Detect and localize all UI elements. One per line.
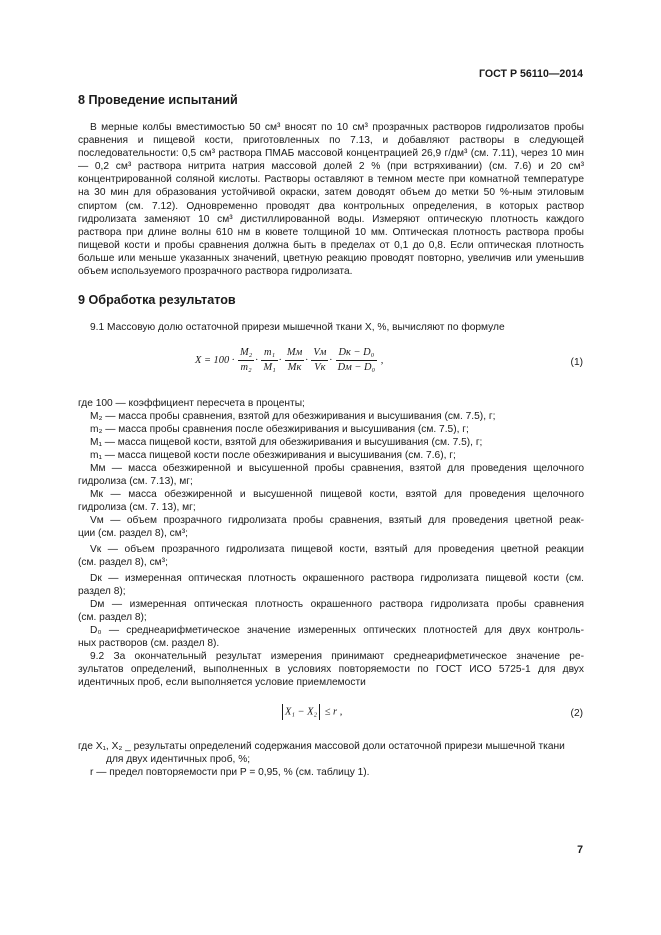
where-vk-1: Vк — объем прозрачного гидролизата пищевой кости, взятый для проведения цветной реакции bbox=[90, 544, 584, 555]
where-dm-1: Dм — измеренная оптическая плотность окрашенного раствора гидролизата пробы сравнения bbox=[90, 599, 584, 610]
where-dk-2: раздел 8); bbox=[78, 586, 126, 597]
equation-1-number: (1) bbox=[570, 357, 583, 368]
formula-2-expr: X₁ − X₂ bbox=[285, 706, 318, 718]
fraction-4-den: Vк bbox=[314, 362, 326, 373]
fraction-1-num: M₂ bbox=[238, 346, 254, 361]
formula-1-lhs: X = 100 · bbox=[195, 354, 235, 366]
where-dk-1: Dк — измеренная оптическая плотность окрашенного раствора гидролизата пищевой кости (см. bbox=[90, 573, 584, 584]
fraction-3-num: Mм bbox=[285, 346, 304, 361]
where-dm-2: (см. раздел 8); bbox=[78, 612, 147, 623]
fraction-2-den: M₁ bbox=[263, 362, 276, 373]
fraction-4-num: Vм bbox=[311, 346, 328, 361]
fraction-1 bbox=[238, 346, 254, 375]
formula-2 bbox=[280, 704, 342, 720]
formula-2-tail: ≤ r , bbox=[324, 706, 343, 718]
where-vk-2: (см. раздел 8), см³; bbox=[78, 557, 168, 568]
abs-bar-left bbox=[282, 704, 283, 720]
where-line-2: M₂ — масса пробы сравнения, взятой для обезжиривания и высушивания (см. 7.5), г; bbox=[90, 411, 496, 422]
where-d0-1: D₀ — среднеарифметическое значение измеренных оптических плотностей для двух контроль- bbox=[90, 625, 584, 636]
fraction-5 bbox=[336, 346, 377, 375]
where-d0-2: ных растворов (см. раздел 8). bbox=[78, 638, 220, 649]
fraction-5-num: Dк − D₀ bbox=[336, 346, 377, 361]
where-line-5: m₁ — масса пищевой кости после обезжиривания и высушивания (см. 7.6), г; bbox=[90, 450, 456, 461]
section-8-paragraph: В мерные колбы вместимостью 50 см³ вносят по 10 см³ прозрачных растворов гидролизатов пробы сравнения и пищевой кости, приготовленных по 7.13, и добавляют растворы в следующей последовательности: 0,5 см³ раствора ПМАБ массовой концентрацией 26,9 г/дм³ (см. 7.11), через 10 мин — 0,2 см³ раствора нитрита натрия массовой долей 2 % (при встряхивании) (см. 7.6) и 20 см³ концентрированной соляной кислоты. Растворы оставляют в темном месте при комнатной температуре на 30 мин для образования устойчивой окраски, затем доводят объем до метки 50 %-ным этиловым спиртом (см. 7.12). Одновременно проводят два контрольных определения, в которых раствор гидролизата заменяют 10 см³ дистиллированной воды. Измеряют оптическую плотность каждого раствора при длине волны 610 нм в кювете толщиной 10 мм. Оптическая плотность раствора пробы пищевой кости и пробы сравнения должна быть в пределах от 0,1 до 0,8. Если оптическая плотность больше или меньше указанных значений, цветную реакцию проводят повторно, увеличив или уменьшив объем используемого прозрачного раствора гидролизата. bbox=[78, 122, 584, 278]
document-code: ГОСТ Р 56110—2014 bbox=[479, 68, 583, 80]
fraction-3 bbox=[285, 346, 304, 375]
page-number: 7 bbox=[577, 843, 583, 856]
where-line-3: m₂ — масса пробы сравнения после обезжиривания и высушивания (см. 7.5), г; bbox=[90, 424, 469, 435]
fraction-2-num: m₁ bbox=[261, 346, 277, 361]
where-mm-2: гидролиза (см. 7.13), мг; bbox=[78, 476, 193, 487]
where2-line-2: для двух идентичных проб, %; bbox=[106, 754, 251, 765]
paragraph-9-2-line-3: идентичных проб, если выполняется условие приемлемости bbox=[78, 677, 366, 688]
formula-1: X = 100 · $\frac{\text{M₂}}{\text{m₂}}$ · $\frac{\text{m₁}}{\text{M₁}}$ · $\frac{Mм}{Mк}$ · $\frac{Vм}{Vк}$ · $\frac{\text{Dк − D₀}}{\text{Dм − D₀}}$ , bbox=[195, 347, 384, 373]
formula-1-tail: , bbox=[380, 354, 384, 366]
where2-line-3: r — предел повторяемости при P = 0,95, % (см. таблицу 1). bbox=[90, 767, 370, 778]
fraction-4 bbox=[311, 346, 328, 375]
section-9-title: 9 Обработка результатов bbox=[78, 293, 236, 307]
where2-line-1: где X₁, X₂ _ результаты определений содержания массовой доли остаточной прирези мышечной ткани bbox=[78, 741, 565, 752]
section-8-title: 8 Проведение испытаний bbox=[78, 93, 238, 107]
fraction-3-den: Mк bbox=[287, 362, 302, 373]
paragraph-9-2-line-1: 9.2 За окончательный результат измерения принимают среднеарифметическое значение ре- bbox=[90, 651, 584, 662]
where-vm-1: Vм — объем прозрачного гидролизата пробы сравнения, взятый для проведения цветной реак- bbox=[90, 515, 584, 526]
where-mk-1: Mк — масса обезжиренной и высушенной пищевой кости, взятой для проведения щелочного bbox=[90, 489, 584, 500]
where-mk-2: гидролиза (см. 7. 13), мг; bbox=[78, 502, 196, 513]
where-mm-1: Mм — масса обезжиренной и высушенной пробы сравнения, взятой для проведения щелочного bbox=[90, 463, 584, 474]
paragraph-9-1: 9.1 Массовую долю остаточной прирези мышечной ткани X, %, вычисляют по формуле bbox=[90, 322, 505, 333]
equation-2-number: (2) bbox=[570, 708, 583, 719]
where-line-4: M₁ — масса пищевой кости, взятой для обезжиривания и высушивания (см. 7.5), г; bbox=[90, 437, 483, 448]
where-vm-2: ции (см. раздел 8), см³; bbox=[78, 528, 188, 539]
fraction-5-den: Dм − D₀ bbox=[337, 362, 376, 373]
abs-bar-right bbox=[319, 704, 320, 720]
where-line-1: где 100 — коэффициент пересчета в проценты; bbox=[78, 398, 305, 409]
fraction-1-den: m₂ bbox=[240, 362, 252, 373]
paragraph-9-2-line-2: зультатов определений, выполненных в условиях повторяемости по ГОСТ ИСО 5725-1 для двух bbox=[78, 664, 584, 675]
fraction-2 bbox=[261, 346, 277, 375]
